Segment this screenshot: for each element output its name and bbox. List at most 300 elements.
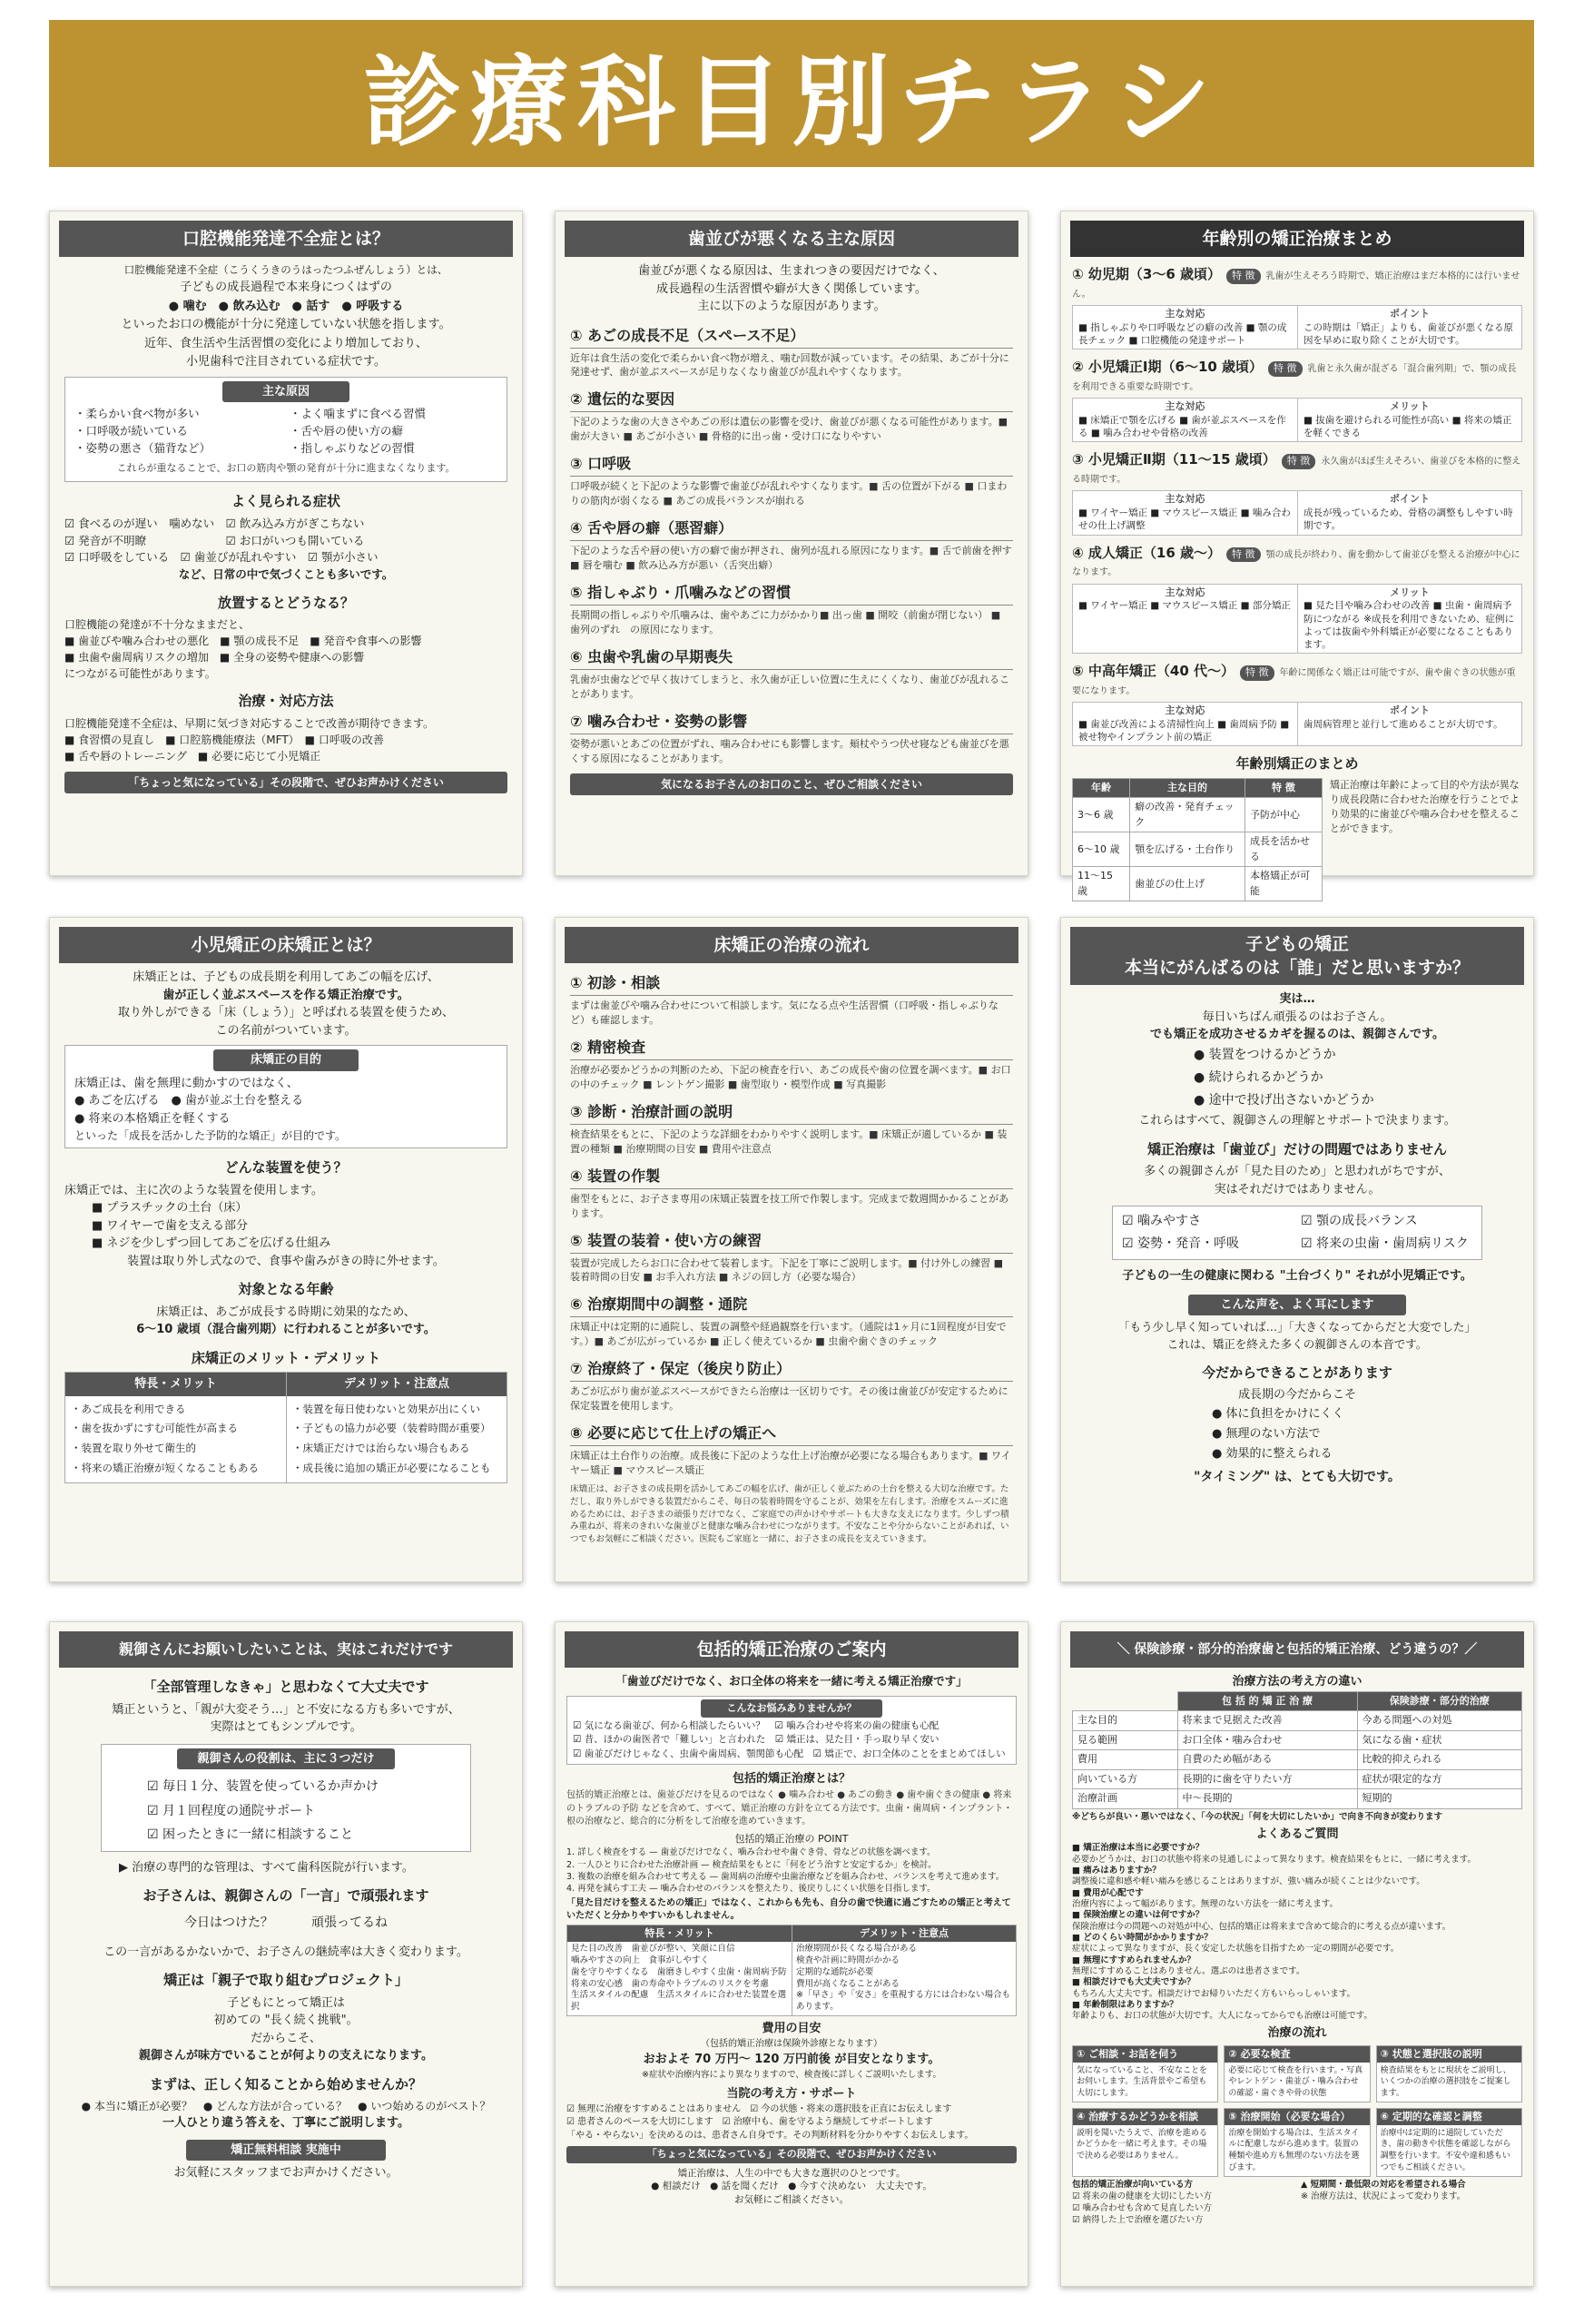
risk-line: ■ 虫歯や歯周病リスクの増加 ■ 全身の姿勢や健康への影響 [64, 651, 365, 665]
purpose-line: といった「成長を活かした予防的な矯正」が目的です。 [74, 1129, 347, 1142]
check-item: ☑ 顎の成長バランス [1301, 1214, 1418, 1229]
symptom-line: ☑ 発音が不明瞭 ☑ お口がいつも開いている [64, 533, 365, 547]
worry-title: こんなお悩みありませんか？ [701, 1699, 882, 1718]
col-head: 主な対応 [1165, 308, 1205, 320]
th: 年齢 [1073, 778, 1130, 798]
cause-text: 近年は食生活の変化で柔らかい食べ物が増え、噛む回数が減っています。その結果、あごが十分に発達せず、歯が並ぶスペースが足りなくなり歯並びが乱れやすくなります。 [570, 351, 1009, 379]
point-item: 3. 複数の治療を組み合わせて考える — 歯周病の治療や虫歯治療などを組み合わせ、バランスを考えて進めます。 [566, 1872, 1005, 1882]
flow-step-text: 必要に応じて検査を行います。・写真やレントゲン・歯並び・噛み合わせの確認・歯ぐきや骨の状態 [1228, 2065, 1363, 2098]
policy-line: ☑ 無理に治療をすすめることはありません ☑ 今の状態・将来の選択肢を正直にお伝えします [566, 2103, 952, 2114]
flow-title: 治療の流れ [1267, 2025, 1327, 2040]
target-title: 対象となる年齢 [238, 1281, 334, 1297]
heading-2: お子さんは、親御さんの「一言」で頑張れます [143, 1887, 429, 1905]
th [1073, 1691, 1178, 1711]
step-text: 床矯正中は定期的に通院し、装置の調整や経過観察を行います。（通院は1ヶ月に1回程度が目安です。）■ あごが広がっているか ■ 正しく使えているか ■ 虫歯や歯ぐきのチェック [570, 1321, 1007, 1348]
footer-bar: 「ちょっと気になっている」その段階で、ぜひお声かけください [566, 2146, 1017, 2163]
td: 症状が限定的な方 [1357, 1769, 1522, 1789]
symptom-line: ☑ 食べるのが遅い 噛めない ☑ 飲み込み方がぎこちない [64, 516, 365, 530]
col-head: ポイント [1390, 704, 1430, 717]
flow-step-text: 治療を開始する場合は、生活スタイルに配慮しながら進めます。装置の種類や進め方も無理のない方法を選びます。 [1228, 2128, 1360, 2172]
fit-note: ※ 治療方法は、状況によって変わります。 [1301, 2191, 1466, 2201]
section3-item: ● 体に負担をかけにくく [1212, 1406, 1344, 1421]
intro-line: 主に以下のような原因があります。 [697, 300, 886, 313]
cause-heading: ① あごの成長不足（スペース不足） [570, 325, 1013, 349]
th: 包 括 的 矯 正 治 療 [1177, 1691, 1357, 1711]
role-item: ☑ 月１回程度の通院サポート [147, 1803, 316, 1818]
summary-note: 矯正治療は年齢によって目的や方法が異なり成長段階に合わせた治療を行うことでより効果的に歯並びや噛み合わせを整えることができます。 [1329, 778, 1520, 834]
age-note: 乳歯が生えそろう時期で、矯正治療はまだ本格的には行いません。 [1072, 271, 1520, 300]
cause-text: 下記のような舌や唇の使い方の癖で歯が押され、歯列が乱れる原因になります。■ 舌で前歯を押す ■ 唇を噛む ■ 飲み込み方が悪い（舌突出癖） [570, 545, 1012, 572]
page-title: 診療科目別チラシ [362, 45, 1220, 160]
intro-line: 取り外しができる「床（しょう）」と呼ばれる装置を使うため、 [118, 1006, 454, 1019]
table-row [1073, 1789, 1522, 1809]
fit-item: ☑ 将来の歯の健康を大切にしたい方 [1072, 2191, 1213, 2201]
td: 中〜長期的 [1177, 1789, 1357, 1809]
cause-text: 口呼吸が続くと下記のような影響で歯並びが乱れやすくなります。■ 舌の位置が下がる ■ 口まわりの筋肉が弱くなる ■ あごの成長バランスが崩れる [570, 480, 1008, 507]
summary-table [1072, 778, 1323, 902]
faq-a: 年齢よりも、お口の状態が大切です。大人になってからでも治療は可能です。 [1072, 2011, 1372, 2022]
intro-line: 毎日いちばん頑張るのはお子さん。 [1202, 1009, 1392, 1024]
table-row [1073, 1711, 1522, 1731]
device-line: ■ プラスチックの土台（床） [92, 1201, 248, 1215]
intro-line: といったお口の機能が十分に発達していない状態を指します。 [121, 318, 451, 332]
age-note: 顎の成長が終わり、歯を動かして歯並びを整える治療が中心になります。 [1072, 549, 1520, 578]
age-right: ■ 見た目や噛み合わせの改善 ■ 虫歯・歯周病予防につながる ※成長を利用できないため、症例によっては抜歯や外科矯正が必要になることもあります。 [1304, 600, 1515, 650]
check-box [1112, 1206, 1482, 1260]
step-text: 歯型をもとに、お子さま専用の床矯正装置を技工所で作製します。完成まで数週間かかることがあります。 [570, 1192, 1009, 1219]
flow-step [1376, 2108, 1522, 2177]
age-left: ■ 床矯正で顎を広げる ■ 歯が並ぶスペースを作る ■ 噛み合わせや骨格の改善 [1078, 415, 1286, 439]
heading-3: 矯正は「親子で取り組むプロジェクト」 [163, 1972, 408, 1989]
fee-sub: （包括的矯正治療は保険外診療となります） [701, 2039, 882, 2050]
text-line: 矯正というと、「親が大変そう…」と不安になる方も多いですが、 [112, 1702, 460, 1717]
treatment-title: 治療・対応方法 [238, 693, 334, 710]
td: 自費のため幅がある [1177, 1750, 1357, 1770]
td: 癖の改善・発育チェック [1130, 798, 1245, 832]
free-consult-bar: 矯正無料相談 実施中 [186, 2140, 386, 2162]
step-heading: ② 精密検査 [570, 1037, 1013, 1060]
faq-a: 治療内容によって幅があります。無理のない方法を一緒に考えます。 [1072, 1898, 1338, 1909]
text-line: 一人ひとり違う答えを、丁寧にご説明します。 [162, 2116, 409, 2131]
worry-line: ☑ 気になる歯並び、何から相談したらいい？ ☑ 噛み合わせや将来の歯の健康も心配 [573, 1720, 940, 1732]
cause-heading: ③ 口呼吸 [570, 453, 1013, 477]
td: お口全体・噛み合わせ [1177, 1730, 1357, 1750]
check-item: ☑ 将来の虫歯・歯周病リスク [1301, 1236, 1469, 1252]
merit-item: ・装置を取り外せて衛生的 [71, 1442, 196, 1455]
td: 費用 [1073, 1750, 1178, 1770]
questions: ● 本当に矯正が必要？ ● どんな方法が合っている？ ● いつ始めるのがベスト？ [81, 2100, 491, 2113]
td: 11〜15 歳 [1073, 867, 1130, 901]
intro-line: ● 噛む ● 飲み込む ● 話す ● 呼吸する [168, 299, 404, 313]
card-parents-role [1060, 917, 1534, 1582]
th: 主な目的 [1130, 778, 1245, 798]
kind-words: 今日はつけた？ 頑張ってるね [184, 1915, 388, 1930]
demerit-item: 検査や計画に時間がかかる [796, 1955, 900, 1965]
section3-item: ● 効果的に整えられる [1212, 1447, 1333, 1462]
fee-range: おおよそ 70 万円〜 120 万円前後 が目安となります。 [643, 2053, 940, 2067]
col-head: 主な対応 [1165, 704, 1205, 717]
age-title: ④ 成人矯正（16 歳〜） [1072, 544, 1222, 561]
td: 主な目的 [1073, 1711, 1178, 1731]
summary-title: 年齢別矯正のまとめ [1235, 755, 1359, 773]
age-note: 乳歯と永久歯が混ざる「混合歯列期」で、顎の成長を利用できる重要な時期です。 [1072, 364, 1517, 392]
merit-item: 噛みやすさの向上 食事がしやすく [571, 1955, 710, 1965]
causes-note: これらが重なることで、お口の筋肉や顎の発育が十分に進まなくなります。 [116, 461, 456, 474]
card-title: 包括的矯正治療のご案内 [565, 1631, 1018, 1668]
device-title: どんな装置を使う？ [224, 1159, 348, 1176]
feature-badge: 特 徴 [1226, 547, 1261, 563]
faq-a: 保険治療は今の問題への対処が中心、包括的矯正は将来まで含めて総合的に考える点が違います。 [1072, 1921, 1451, 1932]
intro-line: 子どもの成長過程で本来身につくはずの [180, 281, 392, 295]
demerit-item: ※「早さ」や「安さ」を重視する方には合わない場合もあります。 [796, 1990, 1010, 2013]
card-title: ＼ 保険診療・部分的治療歯と包括的矯正治療、どう違うの？／ [1070, 1631, 1524, 1668]
merit-item: 将来の安心感 歯の寿命やトラブルのリスクを考慮 [571, 1978, 769, 1989]
faq-q: ■ 保険治療との違いは何ですか？ [1072, 1910, 1205, 1921]
age-left: ■ 歯並び改善による清掃性向上 ■ 歯周病予防 ■ 被せ物やインプラント前の矯正 [1078, 718, 1290, 743]
flow-step [1224, 2045, 1370, 2102]
fee-title: 費用の目安 [762, 2021, 822, 2035]
age-title: ③ 小児矯正Ⅱ期（11〜15 歳頃） [1072, 451, 1276, 468]
flow-step [1376, 2045, 1522, 2102]
intro-line: 口腔機能発達不全症（こうくうきのうはったつふぜんしょう）とは、 [123, 263, 448, 276]
td: 顎を広げる・土台作り [1130, 832, 1245, 867]
age-right: この時期は「矯正」よりも、歯並びが悪くなる原因を早めに取り除くことが大切です。 [1304, 321, 1513, 347]
age-left: ■ 指しゃぶりや口呼吸などの癖の改善 ■ 顎の成長チェック ■ 口腔機能の発達サポート [1078, 321, 1287, 347]
faq-a: 調整後に違和感や軽い痛みを感じることはありますが、強い痛みが続くことは少ないです。 [1072, 1876, 1425, 1887]
faq-a: 無理にすすめることはありません。選ぶのは患者さまです。 [1072, 1966, 1305, 1977]
step-heading: ⑧ 必要に応じて仕上げの矯正へ [570, 1423, 1013, 1446]
target-line: 床矯正は、あごが成長する時期に効果的なため、 [156, 1305, 416, 1319]
cause-heading: ⑦ 噛み合わせ・姿勢の影響 [570, 711, 1013, 734]
demerit-item: ・成長後に追加の矯正が必要になることも [292, 1462, 491, 1475]
demerit-head: デメリット・注意点 [287, 1373, 507, 1396]
card-comprehensive [555, 1621, 1028, 2287]
faq-a: 必要かどうかは、お口の状態や将来の見通しによって異なります。検査結果をもとに、一緒に考えます。 [1072, 1854, 1476, 1865]
merit-title: 床矯正のメリット・デメリット [191, 1349, 381, 1366]
footer-line: お気軽にご相談ください。 [734, 2194, 849, 2206]
fit-item: ☑ 噛み合わせも含めて見直したい方 [1072, 2202, 1213, 2213]
age-title: ① 幼児期（3〜6 歳頃） [1072, 266, 1222, 282]
device-line: 床矯正では、主に次のような装置を使用します。 [64, 1183, 323, 1197]
card-subtitle: 本当にがんばるのは「誰」だと思いますか？ [1124, 958, 1470, 978]
cause-item: ・指しゃぶりなどの習慣 [290, 440, 415, 455]
step-text: あごが広がり歯が並ぶスペースができたら治療は一区切りです。その後は歯並びが安定するために保定装置を使用します。 [570, 1385, 1008, 1413]
fit-note: ▲ 短期間・最低限の対応を希望される場合 [1301, 2180, 1466, 2191]
faq-q: ■ 無理にすすめられませんか？ [1072, 1955, 1195, 1965]
merit-item: ・あご成長を利用できる [71, 1402, 186, 1415]
td: 向いている方 [1073, 1769, 1178, 1789]
device-line: ■ ネジを少しずつ回してあごを広げる仕組み [92, 1236, 331, 1250]
td: 見る範囲 [1073, 1730, 1178, 1750]
symptoms-title: よく見られる症状 [231, 493, 340, 510]
point-title: 包括的矯正治療の POINT [734, 1832, 849, 1845]
card-title: 年齢別の矯正治療まとめ [1070, 221, 1524, 257]
faq-q: ■ 痛みはありますか？ [1072, 1865, 1161, 1876]
point-item: 4. 再発を減らす工夫 — 噛み合わせのバランスを整えたり、後戻りしにくい状態を目指します。 [566, 1884, 936, 1895]
flow-step-title: ⑥ 定期的な確認と調整 [1377, 2109, 1521, 2124]
cause-text: 乳歯が虫歯などで早く抜けてしまうと、永久歯が正しい位置に生えにくくなり、歯並びが乱れることがあります。 [570, 673, 1009, 700]
what-text: 包括的矯正治療とは、歯並びだけを見るのではなく ● 噛み合わせ ● あごの動き ● 歯や歯ぐきの健康 ● 将来のトラブルの予防 などを含めて、すべて、矯正治療の方針を立てる方法です。虫歯・歯周病・インプラント・根の治療など、総合的に分析をして治療を進めていきます。 [566, 1790, 1013, 1827]
td: 6〜10 歳 [1073, 832, 1130, 867]
step-heading: ④ 装置の作製 [570, 1166, 1013, 1189]
intro-line: 成長過程の生活習慣や癖が大きく関係しています。 [656, 281, 927, 296]
cause-heading: ④ 舌や唇の癖（悪習癖） [570, 517, 1013, 541]
step-text: まずは歯並びや噛み合わせについて相談します。気になる点や生活習慣（口呼吸・指しゃぶりなど）も確認します。 [570, 1000, 999, 1026]
step-text: 検査結果をもとに、下記のような詳細をわかりやすく説明します。■ 床矯正が適しているか ■ 装置の種類 ■ 治療期間の目安 ■ 費用や注意点 [570, 1128, 1008, 1155]
flow-step-title: ② 必要な検査 [1225, 2046, 1369, 2062]
footer-bar: 気になるお子さんのお口のこと、ぜひご相談ください [570, 773, 1013, 795]
card-parents-request [49, 1621, 523, 2287]
intro-line: 床矯正とは、子どもの成長期を利用してあごの幅を広げ、 [133, 970, 439, 984]
age-right: 成長が残っているため、骨格の調整もしやすい時期です。 [1304, 507, 1513, 532]
age-block [1072, 357, 1522, 442]
intro-point: ● 途中で投げ出さないかどうか [1194, 1092, 1374, 1108]
intro [64, 262, 507, 371]
merit-head: 特長・メリット [65, 1373, 286, 1396]
card-comparison [1060, 1621, 1534, 2287]
causes-title: 主な原因 [222, 381, 349, 403]
feature-badge: 特 徴 [1282, 454, 1316, 469]
demerit-item: 定期的な通院が必要 [796, 1966, 874, 1977]
role-item: ☑ 毎日１分、装置を使っているか声かけ [147, 1779, 379, 1794]
roles-title: 親御さんの役割は、主に３つだけ [177, 1748, 395, 1770]
what-title: 包括的矯正治療とは？ [732, 1771, 851, 1786]
demerit-item: ・床矯正だけでは治らない場合もある [292, 1442, 470, 1455]
step-heading: ① 初診・相談 [570, 972, 1013, 996]
flow-step-text: 治療中は定期的に通院していただき、歯の動きや状態を確認しながら調整を行います。不安や違和感もいつでもご相談ください。 [1380, 2128, 1511, 2172]
age-block [1072, 661, 1522, 746]
purpose-line: ● 将来の本格矯正を軽くする [74, 1111, 231, 1126]
th: 特 徴 [1245, 778, 1323, 798]
symptom-line: など、日常の中で気づくことも多いです。 [178, 567, 394, 582]
col-head: ポイント [1390, 308, 1430, 320]
cause-heading: ⑥ 虫歯や乳歯の早期喪失 [570, 646, 1013, 670]
td: 今ある問題への対処 [1357, 1711, 1522, 1731]
footer-line: ● 相談だけ ● 話を聞くだけ ● 今すぐ決めない 大丈夫です。 [651, 2181, 932, 2192]
card-age-summary [1060, 211, 1534, 897]
intro-line: この名前がついています。 [215, 1023, 357, 1038]
step-heading: ⑤ 装置の装着・使い方の練習 [570, 1230, 1013, 1254]
demerit-head: デメリット・注意点 [792, 1925, 1016, 1943]
col-head: メリット [1390, 400, 1430, 413]
flow-step-title: ① ご相談・お話を伺う [1073, 2046, 1217, 2062]
card-treatment-flow [555, 917, 1028, 1582]
faq-a: もちろん大丈夫です。相談だけでお帰りいただく方もいらっしゃいます。 [1072, 1988, 1355, 1999]
intro-line: これらはすべて、親御さんの理解とサポートで決まります。 [1138, 1114, 1456, 1128]
faq-q: ■ 相談だけでも大丈夫ですか？ [1072, 1977, 1195, 1988]
cause-item: ・柔らかい食べ物が多い [74, 407, 200, 421]
step-text: 装置が完成したらお口に合わせて装着します。下記を丁寧にご説明します。■ 付け外しの練習 ■ 装着時間の目安 ■ お手入れ方法 ■ ネジの回し方（必要な場合） [570, 1256, 1004, 1284]
table-row [1073, 1769, 1522, 1789]
td: 成長を活かせる [1245, 832, 1323, 867]
cause-heading: ⑤ 指しゃぶり・爪噛みなどの習慣 [570, 582, 1013, 606]
intro-line: 歯が正しく並ぶスペースを作る矯正治療です。 [162, 988, 409, 1002]
merit-item: 生活スタイルの配慮 生活スタイルに合わせた装置を選択 [571, 1990, 787, 2013]
treatment-line: 口腔機能発達不全症は、早期に気づき対応することで改善が期待できます。 [64, 716, 435, 730]
roles-box [101, 1744, 471, 1852]
policy-title: 当院の考え方・サポート [726, 2087, 857, 2102]
cause-text: 下記のような歯の大きさやあごの形は遺伝の影響を受け、歯並びが悪くなる可能性があります。■ 歯が大きい ■ あごが小さい ■ 骨格的に出っ歯・受け口になりやすい [570, 416, 1008, 443]
risk-title: 放置するとどうなる？ [217, 594, 354, 611]
risk-line: 口腔機能の発達が不十分なままだと、 [64, 618, 251, 632]
col-head: 主な対応 [1165, 493, 1205, 506]
heading-1: 「全部管理しなきゃ」と思わなくて大丈夫です [143, 1679, 429, 1695]
voice-line: これは、矯正を終えた多くの親御さんの本音です。 [1166, 1337, 1428, 1352]
flow-step-text: 検査結果をもとに現状をご説明し、いくつかの治療の選択肢をご提案します。 [1380, 2065, 1511, 2098]
demerit-item: ・装置を毎日使わないと効果が出にくい [292, 1402, 480, 1415]
td: 長期的に歯を守りたい方 [1177, 1769, 1357, 1789]
flow-step-text: 気になっていること、不安なことをお伺いします。生活背景やご希望も大切にします。 [1077, 2065, 1208, 2098]
td: 治療計画 [1073, 1789, 1178, 1809]
cause-item: ・口呼吸が続いている [74, 424, 189, 438]
age-right: 歯周病管理と並行して進めることが大切です。 [1304, 718, 1503, 730]
cause-heading: ② 遺伝的な要因 [570, 389, 1013, 412]
role-item: ☑ 困ったときに一緒に相談すること [147, 1827, 354, 1843]
device-line: 装置は取り外し式なので、食事や歯みがきの時に外せます。 [127, 1254, 445, 1268]
card-title: 子どもの矯正 [1245, 934, 1349, 954]
footer-text: お気軽にスタッフまでお声かけください。 [173, 2166, 398, 2181]
section2-line: 多くの親御さんが「見た目のため」と思われがちですが、 [1144, 1165, 1451, 1179]
td: 本格矯正が可能 [1245, 867, 1323, 901]
card-causes [555, 211, 1028, 876]
feature-badge: 特 徴 [1240, 665, 1274, 681]
purpose-line: 床矯正は、歯を無理に動かすのではなく、 [74, 1076, 299, 1090]
demerit-item: 治療期間が長くなる場合がある [796, 1944, 918, 1955]
faq-q: ■ 年齢制限はありますか？ [1072, 2000, 1178, 2011]
faq-q: ■ 矯正治療は本当に必要ですか？ [1072, 1843, 1205, 1854]
td: 予防が中心 [1245, 798, 1323, 832]
faq-a: 症状によって異なりますが、長く安定した状態を目指すため一定の期間が必要です。 [1072, 1944, 1400, 1955]
section2-title: 矯正治療は「歯並び」だけの問題ではありません [1146, 1140, 1447, 1157]
card-title-block [1070, 927, 1524, 985]
headline: 「歯並びだけでなく、お口全体の将来を一緒に考える矯正治療です」 [615, 1674, 968, 1688]
col-head: ポイント [1390, 493, 1430, 506]
point-item: 2. 一人ひとりに合わせた治療計画 — 検査結果をもとに「何をどう治すと安定するか」を検討。 [566, 1859, 937, 1870]
flow-step [1072, 2045, 1218, 2102]
td: 比較的抑えられる [1357, 1750, 1522, 1770]
cause-text: 長期間の指しゃぶりや爪噛みは、歯やあごに力がかかり■ 出っ歯 ■ 開咬（前歯が閉じない） ■ 歯列のずれ の原因になります。 [570, 609, 1001, 635]
cause-item: ・姿勢の悪さ（猫背など） [74, 440, 212, 455]
th: 保険診療・部分的治療 [1357, 1691, 1522, 1711]
intro-line: 近年、食生活や生活習慣の変化により増加しており、 [143, 336, 428, 350]
flow-step-title: ④ 治療するかどうかを相談 [1073, 2109, 1217, 2124]
merit-item: 歯を守りやすくなる 歯磨きしやすく虫歯・歯周病予防 [571, 1966, 787, 1977]
fit-title: 包括的矯正治療が向いている方 [1072, 2180, 1194, 2191]
section3-title: 今だからできることがあります [1202, 1364, 1392, 1381]
comparison-sub: 治療方法の考え方の違い [1232, 1675, 1363, 1689]
device-line: ■ ワイヤーで歯を支える部分 [92, 1218, 249, 1233]
age-block [1072, 543, 1522, 655]
section3-sub: 成長期の今だからこそ [1237, 1388, 1356, 1403]
risk-line: につながる可能性があります。 [64, 667, 216, 681]
age-block [1072, 264, 1522, 350]
merit-item: ・将来の矯正治療が短くなることもある [71, 1462, 259, 1475]
text-line: 子どもにとって矯正は [227, 1995, 345, 2010]
age-note: 年齢に関係なく矯正は可能ですが、歯や歯ぐきの状態が重要になります。 [1072, 668, 1516, 696]
purpose-box [64, 1045, 507, 1148]
col-head: 主な対応 [1165, 586, 1205, 598]
intro-line: でも矯正を成功させるカギを握るのは、親御さんです。 [1150, 1028, 1444, 1041]
text-line: 初めての "長く続く挑戦"。 [213, 2014, 359, 2028]
fee-note: ※症状や治療内容により異なりますので、検査後に詳しくご説明いたします。 [641, 2069, 941, 2080]
td: 気になる歯・症状 [1357, 1730, 1522, 1750]
intro [570, 262, 1013, 316]
td: 歯並びの仕上げ [1130, 867, 1245, 901]
col-head: 主な対応 [1165, 400, 1205, 413]
table-note: ※どちらが良い・悪いではなく、「今の状況」「何を大切にしたいか」で向き不向きが変わります [1072, 1811, 1443, 1822]
role-note: ▶ 治療の専門的な管理は、すべて歯科医院が行います。 [119, 1860, 414, 1875]
age-right: ■ 抜歯を避けられる可能性が高い ■ 将来の矯正を軽くできる [1304, 415, 1512, 439]
td: 短期的 [1357, 1789, 1522, 1809]
text-line: この一言があるかないかで、お子さんの継続率は大きく変わります。 [103, 1945, 468, 1959]
age-note: 永久歯がほぼ生えそろい、歯並びを本格的に整える時期です。 [1072, 457, 1521, 485]
col-head: メリット [1390, 586, 1430, 598]
treatment-line: ■ 舌や唇のトレーニング ■ 必要に応じて小児矯正 [64, 749, 321, 763]
age-left: ■ ワイヤー矯正 ■ マウスピース矯正 ■ 部分矯正 [1078, 600, 1291, 612]
feature-badge: 特 徴 [1226, 269, 1261, 284]
card-oral-function [49, 211, 523, 876]
flow-grid [1072, 2045, 1522, 2177]
section2-line: 実はそれだけではありません。 [1214, 1182, 1381, 1196]
cause-item: ・よく噛まずに食べる習慣 [290, 407, 427, 421]
faq-q: ■ どのくらい時間がかかりますか？ [1072, 1933, 1213, 1943]
feature-badge: 特 徴 [1268, 361, 1303, 377]
symptom-line: ☑ 口呼吸をしている ☑ 歯並びが乱れやすい ☑ 顎が小さい [64, 550, 379, 565]
merit-head: 特長・メリット [567, 1925, 792, 1943]
faq-title: よくあるご質問 [1255, 1827, 1339, 1841]
flow-step [1224, 2108, 1370, 2177]
worry-box [566, 1696, 1017, 1765]
cause-item: ・舌や唇の使い方の癖 [290, 424, 404, 438]
td: 3〜6 歳 [1073, 798, 1130, 832]
worry-line: ☑ 歯並びだけじゃなく、虫歯や歯周病、顎関節も心配 ☑ 矯正で、お口全体のことをまとめてほしい [573, 1748, 1006, 1759]
table-row [1073, 1730, 1522, 1750]
text-line: 親御さんが味方でいることが何よりの支えになります。 [139, 2049, 433, 2063]
intro-line: 小児歯科で注目されている症状です。 [186, 355, 386, 369]
age-left: ■ ワイヤー矯正 ■ マウスピース矯正 ■ 噛み合わせの仕上げ調整 [1078, 507, 1291, 532]
table-row [1073, 798, 1323, 832]
purpose-line: ● あごを広げる ● 歯が並ぶ土台を整える [74, 1094, 303, 1108]
step-heading: ③ 診断・治療計画の説明 [570, 1101, 1013, 1125]
age-block [1072, 449, 1522, 535]
flow-step [1072, 2108, 1218, 2177]
card-title: 親御さんにお願いしたいことは、実はこれだけです [59, 1631, 513, 1668]
table-row [1073, 1750, 1522, 1770]
lead: 実は… [1279, 992, 1315, 1006]
merit-item: 見た目の改善 歯並びが整い、笑顔に自信 [571, 1944, 735, 1955]
text-line: だからこそ、 [251, 2031, 321, 2045]
section3-foot: "タイミング" は、とても大切です。 [1194, 1470, 1401, 1485]
policy-note: 「やる・やらない」を決めるのは、患者さん自身です。その判断材料を分かりやすくお伝えします。 [566, 2130, 974, 2141]
risk-line: ■ 歯並びや噛み合わせの悪化 ■ 顎の成長不足 ■ 発音や食事への影響 [64, 635, 422, 648]
check-item: ☑ 噛みやすさ [1122, 1214, 1202, 1229]
intro-line: 歯並びが悪くなる原因は、生まれつきの要因だけでなく、 [638, 264, 945, 278]
table-row [1073, 832, 1323, 867]
cause-text: 姿勢が悪いとあごの位置がずれ、噛み合わせにも影響します。頬杖やうつ伏せ寝なども歯並びを悪くする原因になることがあります。 [570, 737, 1009, 764]
step-heading: ⑥ 治療期間中の調整・通院 [570, 1294, 1013, 1317]
heading-4: まずは、正しく知ることから始めませんか？ [149, 2075, 422, 2093]
flow-step-title: ③ 状態と選択肢の説明 [1377, 2046, 1521, 2062]
policy-line: ☑ 患者さんのペースを大切にします ☑ 治療中も、歯を守るよう継続してサポートします [566, 2117, 933, 2128]
fit-item: ☑ 納得した上で治療を選びたい方 [1072, 2214, 1204, 2225]
table-row [1073, 867, 1323, 901]
check-item: ☑ 姿勢・発音・呼吸 [1122, 1236, 1240, 1252]
footer-bar: 「ちょっと気になっている」その段階で、ぜひお声かけください [64, 772, 507, 793]
voice-line: 「もう少し早く知っていれば…」「大きくなってからだと大変でした」 [1118, 1320, 1476, 1334]
step-heading: ⑦ 治療終了・保定（後戻り防止） [570, 1358, 1013, 1382]
title-banner [49, 20, 1534, 167]
closing-note: 床矯正は、お子さまの成長期を活かしてあごの幅を広げ、歯が正しく並ぶための土台を整える大切な治療です。ただし、取り外しができる装置だからこそ、毎日の装着時間を守ることが、効果を左右します。治療をスムーズに進めるためには、お子さまの頑張りだけでなく、ご家庭での声かけやサポートも大きな支えになります。少しずつ積み重ねが、将来のきれいな歯並びと健康な噛み合わせにつながります。不安なことや分からないことがあれば、いつでもお気軽にご相談ください。医院もご家庭と一緒に、お子さまの成長を支えていきます。 [570, 1484, 1009, 1545]
